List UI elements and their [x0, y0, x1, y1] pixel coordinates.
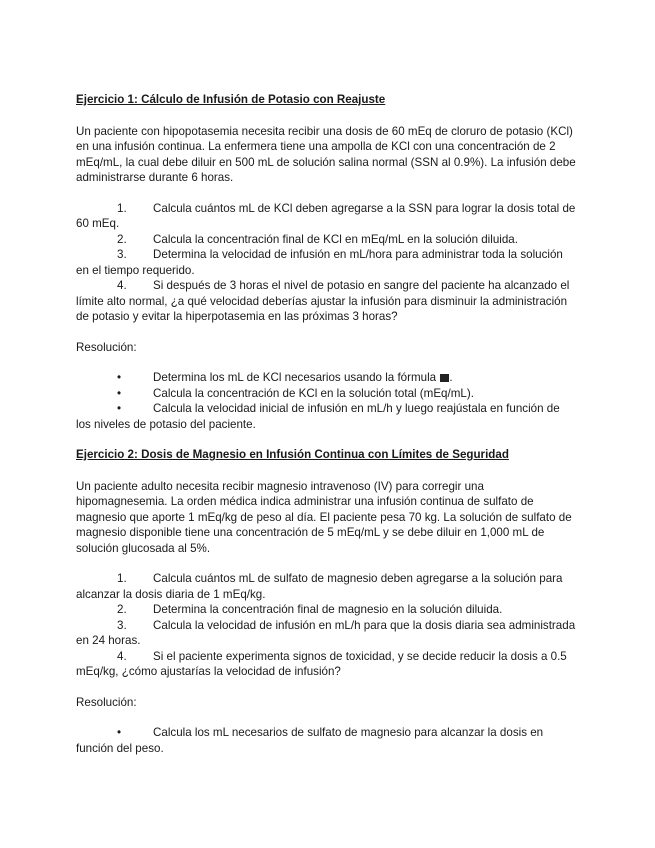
exercise-2-question-2: 2. Determina la concentración final de magnesio en la solución diluida.: [117, 603, 503, 616]
document-page: [76, 92, 576, 771]
exercise-2-intro: Un paciente adulto necesita recibir magnesio intravenoso (IV) para corregir una hipomagnesemia. La orden médica indica administrar una infusión continua de sulfato de magnesio que aporte 1 mEq/kg de peso al día. El paciente pesa 70 kg. La solución de sulfato de magnesio disponible tiene una concentración de 5 mEq/mL y se debe diluir en 1,000 mL de solución glucosada al 5%.: [76, 479, 572, 555]
exercise-1-question-2: 2. Calcula la concentración final de KCl en mEq/mL en la solución diluida.: [117, 232, 518, 246]
exercise-2-question-1: 1. Calcula cuántos mL de sulfato de magnesio deben agregarse a la solución para alcanzar la dosis diaria de 1 mEq/kg.: [76, 572, 563, 601]
bullet-icon: •: [117, 726, 122, 739]
exercise-1-resolution-label: Resolución:: [76, 340, 137, 354]
exercise-1-resolution: [76, 370, 576, 432]
exercise-2-question-4: 4. Si el paciente experimenta signos de toxicidad, y se decide reducir la dosis a 0.5 mEq/kg, ¿cómo ajustarías la velocidad de infusión?: [76, 649, 567, 678]
exercise-1-title: Ejercicio 1: Cálculo de Infusión de Potasio con Reajuste: [76, 93, 386, 106]
exercise-1-question-1: 1. Calcula cuántos mL de KCl deben agregarse a la SSN para lograr la dosis total de 60 mEq.: [76, 201, 576, 230]
exercise-2-resolution: [76, 725, 576, 756]
bullet-icon: •: [117, 402, 122, 415]
exercise-1-resolution-step-2: • Calcula la concentración de KCl en la solución total (mEq/mL).: [117, 386, 474, 400]
exercise-1-question-3: 3. Determina la velocidad de infusión en mL/hora para administrar toda la solución en el tiempo requerido.: [76, 248, 563, 277]
exercise-1-intro: Un paciente con hipopotasemia necesita recibir una dosis de 60 mEq de cloruro de potasio (KCl) en una infusión continua. La enfermera tiene una ampolla de KCl con una concentración de 2 mEq/mL, la cual debe diluir en 500 mL de solución salina normal (SSN al 0.9%). La infusión debe administrarse durante 6 horas.: [76, 124, 576, 184]
exercise-1-resolution-step-3: • Calcula la velocidad inicial de infusión en mL/h y luego reajústala en función de los niveles de potasio del paciente.: [76, 402, 560, 431]
bullet-icon: •: [117, 386, 122, 400]
exercise-1-resolution-step-1: • Determina los mL de KCl necesarios usando la fórmula .: [117, 371, 453, 384]
missing-formula-icon: [440, 374, 449, 382]
exercise-2-questions: [76, 571, 576, 680]
exercise-2-title: Ejercicio 2: Dosis de Magnesio en Infusión Continua con Límites de Seguridad: [76, 448, 509, 461]
exercise-2-question-3: 3. Calcula la velocidad de infusión en mL/h para que la dosis diaria sea administrada en 24 horas.: [76, 618, 576, 647]
exercise-1-question-4: 4. Si después de 3 horas el nivel de potasio en sangre del paciente ha alcanzado el límite alto normal, ¿a qué velocidad deberías ajustar la infusión para disminuir la administración de potasio y evitar la hiperpotasemia en las próximas 3 horas?: [76, 279, 570, 323]
bullet-icon: •: [117, 371, 122, 384]
exercise-2-resolution-label: Resolución:: [76, 695, 137, 709]
exercise-2-resolution-step-1: • Calcula los mL necesarios de sulfato de magnesio para alcanzar la dosis en función del peso.: [76, 726, 544, 755]
exercise-1-questions: [76, 201, 576, 325]
